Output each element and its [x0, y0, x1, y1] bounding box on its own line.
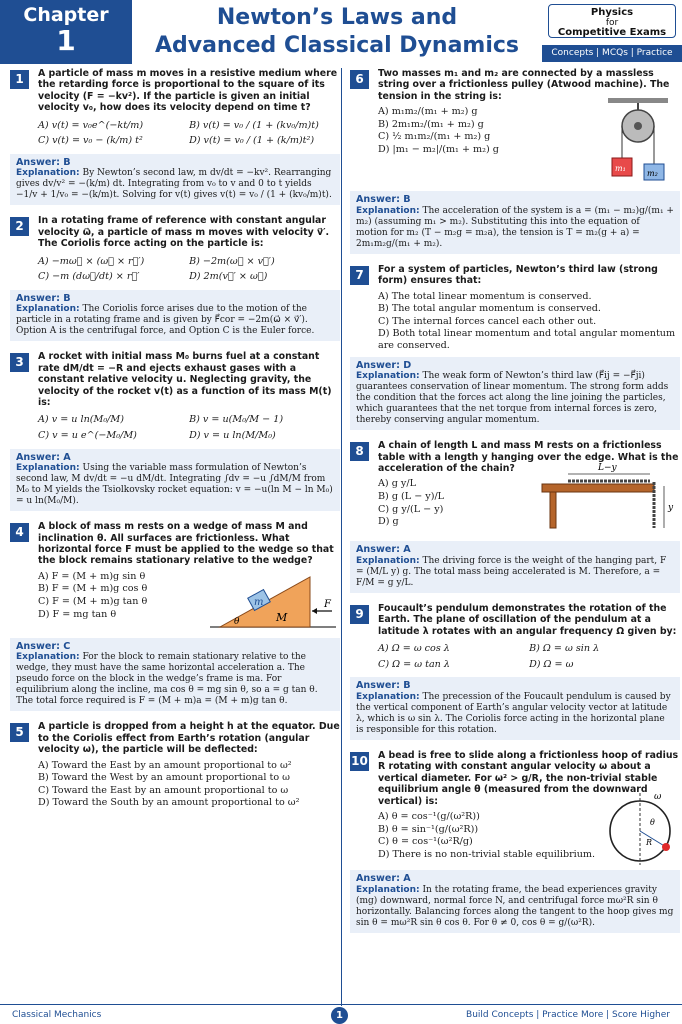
option-d[interactable]: D) Ω = ω	[529, 658, 574, 670]
answer-label: Answer: B	[16, 292, 71, 304]
label-m1: m₁	[615, 164, 626, 174]
question-number: 2	[10, 217, 29, 236]
option-c[interactable]: C) Toward the East by an amount proportional to ω	[38, 784, 289, 796]
option-a[interactable]: A) θ = cos⁻¹(g/(ω²R))	[378, 811, 480, 823]
answer-label: Answer: C	[16, 640, 71, 652]
answer-label: Answer: A	[16, 451, 71, 463]
answer-label: Answer: B	[356, 680, 411, 692]
answer-label: Answer: B	[356, 194, 411, 206]
explanation-label: Explanation:	[16, 463, 80, 474]
option-a[interactable]: A) v(t) = v₀e^(−kt/m)	[38, 119, 144, 131]
chapter-box	[0, 0, 132, 64]
question-5	[10, 721, 340, 809]
option-a[interactable]: A) Toward the East by an amount proportional to ω²	[38, 759, 292, 771]
explanation-label: Explanation:	[356, 371, 420, 382]
option-b[interactable]: B) v = u(M₀/M − 1)	[189, 414, 284, 426]
answer-label: Answer: B	[16, 156, 71, 168]
explanation-text: For the block to remain stationary relative to the wedge, they must have the same horizontal acceleration a. The pseudo force on the block in the wedge’s frame is ma. For equilibrium along the incline, ma cos θ = mg sin θ, so a = g tan θ. The total force required is F = (M + m)a = (M + m)g tan θ.	[16, 652, 318, 707]
wedge-diagram	[210, 571, 336, 633]
option-d[interactable]: D) F = mg tan θ	[38, 608, 117, 620]
answer-box	[10, 154, 340, 206]
question-number: 6	[350, 70, 369, 89]
question-6	[350, 68, 680, 254]
explanation-label: Explanation:	[16, 652, 80, 663]
question-text: A particle is dropped from a height h at the equator. Due to the Coriolis effect from Earth’s rotation (angular velocity ω), the particle will be deflected:	[38, 721, 340, 756]
question-text: A particle of mass m moves in a resistive medium where the retarding force is proportional to the square of its velocity (F = −kv²). If the particle is given an initial velocity v₀, how does its velocity depend on time t?	[38, 68, 338, 114]
answer-box	[350, 541, 680, 593]
label-omega: ω	[654, 792, 662, 803]
footer	[0, 1004, 682, 1024]
page-title	[132, 4, 542, 60]
question-4	[10, 521, 340, 711]
option-b[interactable]: B) Toward the West by an amount proportional to ω	[38, 772, 290, 784]
column-divider	[341, 68, 342, 1006]
option-b[interactable]: B) −2m(ω⃗ × v⃗′)	[189, 255, 275, 267]
explanation-text: The precession of the Foucault pendulum is caused by the vertical component of Earth’s angular velocity vector at latitude λ, which is ω sin λ. The Coriolis force acting in the horizontal plane is responsible for this rotation.	[356, 692, 671, 735]
question-text: A bead is free to slide along a frictionless hoop of radius R rotating with constant angular velocity ω about a vertical diameter. For ω² > g/R, the non-trivial stable equilibrium angle θ (measured from the downward vertical) is:	[378, 750, 679, 807]
label-theta: θ	[234, 616, 240, 627]
footer-right: Build Concepts | Practice More | Score Higher	[466, 1010, 670, 1020]
option-c[interactable]: C) Ω = ω tan λ	[378, 658, 450, 670]
badge-line-2: for	[605, 18, 619, 28]
question-number: 8	[350, 442, 369, 461]
subject-badge	[542, 0, 682, 64]
answer-box	[350, 870, 680, 933]
question-10	[350, 750, 680, 933]
question-text: In a rotating frame of reference with constant angular velocity ω⃗, a particle of mass m moves with velocity v⃗′. The Coriolis force acting on the particle is:	[38, 215, 330, 250]
answer-label: Answer: D	[356, 359, 412, 371]
option-b[interactable]: B) θ = sin⁻¹(g/(ω²R))	[378, 823, 479, 835]
explanation-label: Explanation:	[356, 692, 420, 702]
answer-label: Answer: A	[356, 873, 411, 885]
options	[378, 792, 680, 865]
options	[38, 118, 340, 149]
explanation-text: The acceleration of the system is a = (m₁ − m₂)g/(m₁ + m₂) (assuming m₁ > m₂). Substituting this into the equation of motion for m₂ (T − m₂g = m₂a), the tension is T = m₂(g + a) = 2m₁m₂g/(m₁ + m₂).	[356, 205, 674, 249]
option-b[interactable]: B) F = (M + m)g cos θ	[38, 583, 148, 595]
option-a[interactable]: A) The total linear momentum is conserved.	[378, 290, 592, 302]
footer-left: Classical Mechanics	[12, 1010, 102, 1020]
option-c[interactable]: C) The internal forces cancel each other out.	[378, 315, 597, 327]
question-text: A block of mass m rests on a wedge of mass M and inclination θ. All surfaces are frictionless. What horizontal force F must be applied to the wedge so that the block remains stationary relative to the wedge?	[38, 521, 334, 567]
question-number: 5	[10, 723, 29, 742]
title-line-2: Advanced Classical Dynamics	[154, 33, 520, 58]
option-a[interactable]: A) m₁m₂/(m₁ + m₂) g	[378, 106, 478, 118]
question-text: A chain of length L and mass M rests on a frictionless table with a length y hanging over the edge. What is the acceleration of the chain?	[378, 440, 679, 474]
options	[38, 760, 340, 809]
answer-box	[10, 449, 340, 512]
label-R: R	[646, 838, 653, 848]
chain-table-diagram	[538, 462, 678, 532]
explanation-label: Explanation:	[356, 205, 420, 216]
question-1	[10, 68, 340, 205]
atwood-diagram	[598, 98, 678, 182]
badge-line-1: Physics	[590, 7, 634, 18]
label-y: y	[668, 503, 674, 514]
question-number: 1	[10, 70, 29, 89]
badge-box	[548, 4, 676, 38]
answer-box	[350, 677, 680, 740]
explanation-text: In the rotating frame, the bead experiences gravity (mg) downward, normal force N, and centrifugal force mω²R sin θ horizontally. Balancing forces along the tangent to the hoop gives mg sin θ = mω²R sin θ cos θ. For θ ≠ 0, cos θ = g/(ω²R).	[356, 884, 674, 928]
answer-label: Answer: A	[356, 544, 411, 556]
option-c[interactable]: C) θ = cos⁻¹(ω²R/g)	[378, 836, 473, 848]
option-a[interactable]: A) F = (M + m)g sin θ	[38, 570, 146, 582]
question-3	[10, 351, 340, 511]
explanation-text: Using the variable mass formulation of Newton’s second law, M dv/dt = −u dM/dt. Integrating ∫dv = −u ∫dM/M from M₀ to M yields the Tsiolkovsky rocket equation: v = −u(ln M − ln M₀) = u ln(M₀/M).	[16, 463, 333, 507]
badge-subtitle: Concepts | MCQs | Practice	[542, 45, 682, 62]
question-number: 3	[10, 353, 29, 372]
option-c[interactable]: C) v(t) = v₀ − (k/m) t²	[38, 135, 143, 147]
option-d[interactable]: D) v = u ln(M/M₀)	[189, 430, 276, 442]
hoop-diagram	[600, 789, 680, 867]
option-b[interactable]: B) The total angular momentum is conserved.	[378, 303, 601, 315]
option-d[interactable]: D) There is no non-trivial stable equilibrium.	[378, 848, 596, 860]
option-c[interactable]: C) v = u e^(−M₀/M)	[38, 430, 137, 442]
explanation-text: The weak form of Newton’s third law (F⃗ij = −F⃗ji) guarantees conservation of linear momentum. The strong form adds the condition that the forces act along the line joining the particles, which guarantees that the net torque from internal forces is zero, thereby conserving angular momentum.	[356, 371, 669, 426]
option-a[interactable]: A) v = u ln(M₀/M)	[38, 414, 124, 426]
chapter-label: Chapter	[23, 4, 109, 26]
question-number: 10	[350, 752, 369, 771]
explanation-label: Explanation:	[16, 168, 80, 179]
option-d[interactable]: D) Both total linear momentum and total angular momentum are conserved.	[378, 328, 676, 351]
left-column	[10, 68, 340, 810]
question-text: A rocket with initial mass M₀ burns fuel at a constant rate dM/dt = −R and ejects exhaust gases with a constant relative velocity u. Neglecting gravity, the velocity of the rocket v(t) as a function of its mass M(t) is:	[38, 351, 332, 409]
option-c[interactable]: C) −m (dω⃗/dt) × r⃗′	[38, 271, 140, 283]
options	[38, 254, 340, 285]
badge-line-3: Competitive Exams	[557, 27, 667, 38]
option-d[interactable]: D) Toward the South by an amount proportional to ω²	[38, 797, 300, 809]
option-c[interactable]: C) ½ m₁m₂/(m₁ + m₂) g	[378, 131, 491, 143]
label-F: F	[324, 598, 331, 610]
question-number: 7	[350, 266, 369, 285]
option-b[interactable]: B) g (L − y)/L	[378, 491, 445, 502]
label-m2: m₂	[647, 169, 658, 179]
options	[378, 291, 680, 352]
option-b[interactable]: B) Ω = ω sin λ	[529, 643, 600, 655]
chapter-number: 1	[56, 24, 76, 57]
page-number: 1	[331, 1007, 348, 1024]
option-d[interactable]: D) 2m(v⃗′ × ω⃗)	[189, 271, 268, 283]
explanation-label: Explanation:	[356, 556, 420, 566]
option-c[interactable]: C) g y/(L − y)	[378, 503, 444, 515]
explanation-label: Explanation:	[356, 884, 420, 895]
option-c[interactable]: C) F = (M + m)g tan θ	[38, 596, 148, 608]
option-d[interactable]: D) v(t) = v₀ / (1 + (k/m)t²)	[189, 135, 315, 147]
option-a[interactable]: A) g y/L	[378, 478, 416, 490]
right-column	[350, 68, 680, 933]
option-a[interactable]: A) Ω = ω cos λ	[378, 643, 450, 655]
answer-box	[10, 290, 340, 342]
explanation-text: The Coriolis force arises due to the motion of the particle in a rotating frame and is given by F⃗cor = −2m(ω⃗ × v⃗′). Option A is the centrifugal force, and Option C is the Euler force.	[16, 304, 315, 337]
label-L-minus-y: L−y	[598, 463, 617, 474]
explanation-text: By Newton’s second law, m dv/dt = −kv². Rearranging gives dv/v² = −(k/m) dt. Integrating from v₀ to v and 0 to t yields −1/v + 1/v₀ = −(k/m)t. Solving for v(t) gives v(t) = v₀ / (1 + (kv₀/m)t).	[16, 168, 332, 201]
options	[378, 106, 680, 186]
answer-box	[350, 191, 680, 254]
options	[38, 571, 340, 633]
question-number: 4	[10, 523, 29, 542]
option-d[interactable]: D) |m₁ − m₂|/(m₁ + m₂) g	[378, 144, 499, 155]
options	[378, 463, 680, 536]
explanation-text: The driving force is the weight of the hanging part, F = (M/L y) g. The total mass being accelerated is M. Therefore, a = F/M = g y/L.	[356, 556, 667, 588]
question-9	[350, 603, 680, 740]
question-2	[10, 215, 340, 341]
option-a[interactable]: A) −mω⃗ × (ω⃗ × r⃗′)	[38, 255, 145, 267]
label-theta: θ	[650, 818, 655, 828]
answer-box	[10, 638, 340, 712]
options	[378, 641, 680, 672]
question-7	[350, 264, 680, 430]
title-line-1: Newton’s Laws and	[216, 5, 458, 30]
label-M: M	[276, 610, 288, 624]
question-text: Two masses m₁ and m₂ are connected by a massless string over a frictionless pulley (Atwood machine). The tension in the string is:	[378, 68, 670, 102]
question-text: For a system of particles, Newton’s third law (strong form) ensures that:	[378, 263, 658, 287]
label-m: m	[254, 596, 264, 608]
header	[0, 0, 682, 64]
explanation-label: Explanation:	[16, 304, 80, 315]
question-number: 9	[350, 605, 369, 624]
option-d[interactable]: D) g	[378, 516, 399, 528]
option-b[interactable]: B) v(t) = v₀ / (1 + (kv₀/m)t)	[189, 119, 319, 131]
question-text: Foucault’s pendulum demonstrates the rotation of the Earth. The plane of oscillation of the pendulum at a latitude λ rotates with an angular frequency Ω given by:	[378, 603, 677, 637]
answer-box	[350, 357, 680, 431]
options	[38, 412, 340, 443]
option-b[interactable]: B) 2m₁m₂/(m₁ + m₂) g	[378, 118, 484, 130]
question-8	[350, 440, 680, 593]
